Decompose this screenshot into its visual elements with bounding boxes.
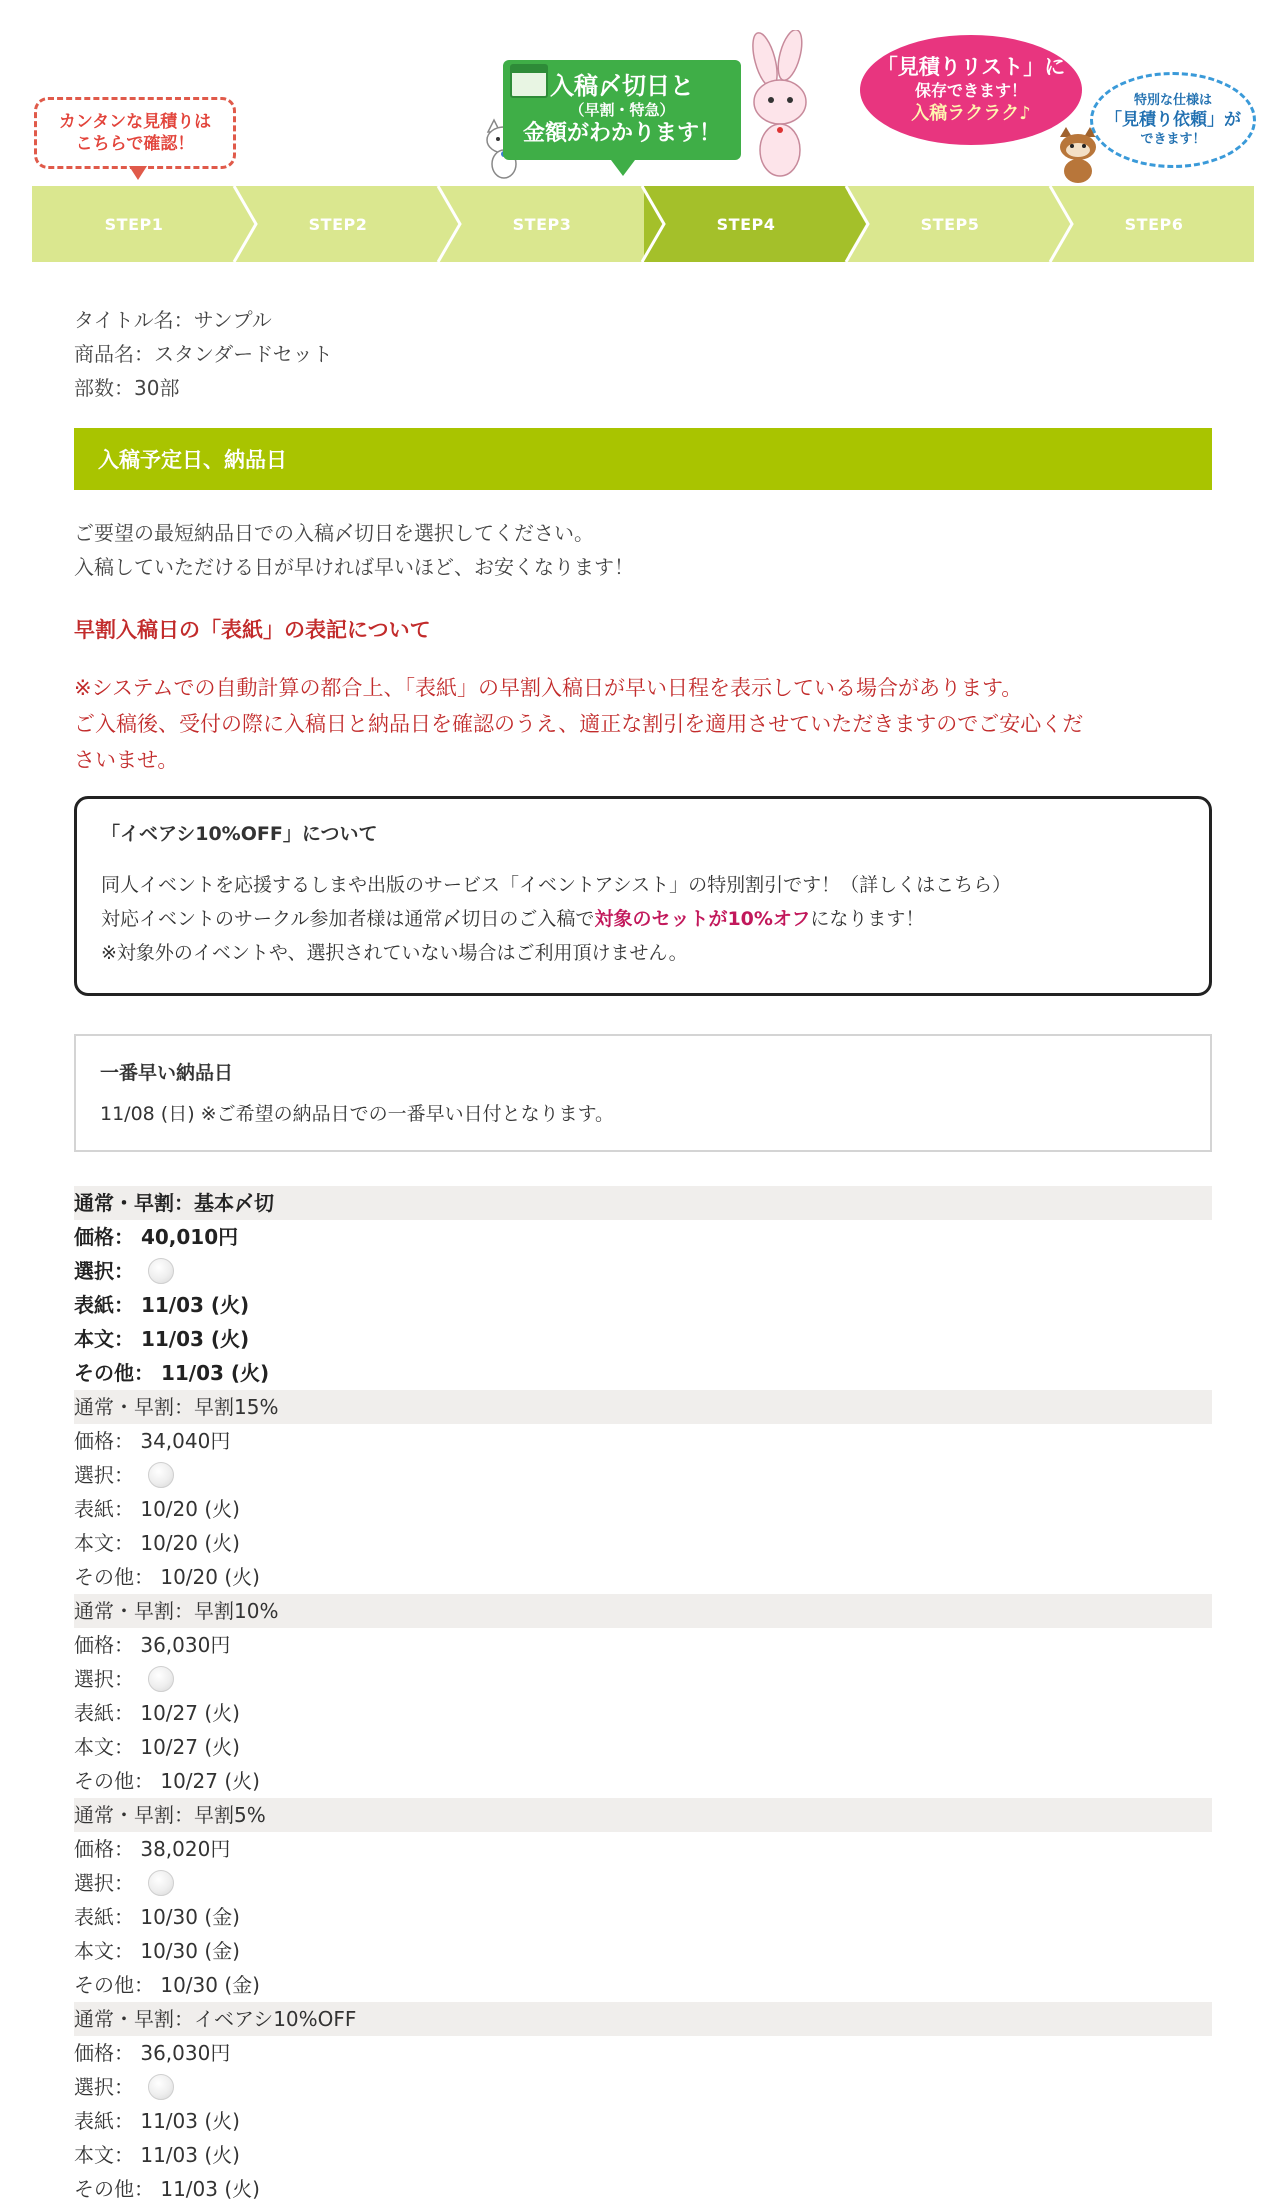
- quote-request-line2: 「見積り依頼」が: [1105, 110, 1241, 130]
- step-chevron-icon: [232, 186, 258, 262]
- step-1-label: STEP1: [104, 214, 164, 234]
- option-body-text: 本文： 10/30 (金): [74, 1939, 240, 1963]
- option-cover-text: 表紙： 10/30 (金): [74, 1905, 240, 1929]
- step-6: [1052, 186, 1256, 262]
- option-cover-text: 表紙： 11/03 (火): [74, 1293, 250, 1317]
- option-body-text: 本文： 10/27 (火): [74, 1735, 240, 1759]
- option-other-text: その他： 10/27 (火): [74, 1769, 260, 1793]
- option-body-text: 本文： 11/03 (火): [74, 1327, 250, 1351]
- option-body-text: 本文： 11/03 (火): [74, 2143, 240, 2167]
- event-assist-line3: ※対象外のイベントや、選択されていない場合はご利用頂けません。: [101, 942, 688, 964]
- event-assist-line2-post: になります！: [810, 908, 925, 930]
- rabbit-mascot-icon: [735, 30, 825, 180]
- option-plan-text: 通常・早割：早割10%: [74, 1599, 279, 1623]
- option-price: [74, 1220, 1212, 1254]
- option-price-text: 価格： 36,030円: [74, 1633, 231, 1657]
- step-5: [848, 186, 1052, 262]
- estimate-list-line2: 保存できます！: [914, 81, 1027, 100]
- option-cover: [74, 1900, 1212, 1934]
- intro-line1: ご要望の最短納品日での入稿〆切日を選択してください。: [74, 521, 594, 545]
- option-price-text: 価格： 40,010円: [74, 1225, 239, 1249]
- estimate-list-line1: 「見積りリスト」に: [876, 55, 1066, 79]
- option-price-text: 価格： 34,040円: [74, 1429, 231, 1453]
- event-assist-line2-pre: 対応イベントのサークル参加者様は通常〆切日のご入稿で: [101, 908, 595, 930]
- option-other-text: その他： 10/30 (金): [74, 1973, 260, 1997]
- option-plan: [74, 1390, 1212, 1424]
- option-select: [74, 2070, 1212, 2104]
- notice-line3: さいませ。: [74, 748, 179, 772]
- option-other: [74, 1764, 1212, 1798]
- estimate-list-line3: 入稿ラクラク♪: [911, 103, 1031, 124]
- option-radio[interactable]: [148, 1258, 174, 1284]
- quick-estimate-line1: カンタンな見積りは: [58, 112, 212, 132]
- event-assist-line2: [101, 902, 1185, 936]
- option-select: [74, 1662, 1212, 1696]
- option-cover-text: 表紙： 10/27 (火): [74, 1701, 240, 1725]
- option-plan: [74, 1798, 1212, 1832]
- step-chevron-icon: [640, 186, 666, 262]
- order-summary: [74, 303, 333, 405]
- step-4-active: [644, 186, 848, 262]
- intro-line2: 入稿していただける日が早ければ早いほど、お安くなります！: [74, 555, 634, 579]
- calendar-icon: [510, 64, 548, 98]
- estimate-list-bubble[interactable]: [860, 35, 1082, 145]
- option-plan-text: 通常・早割：イベアシ10%OFF: [74, 2007, 357, 2031]
- option-select-label: 選択：: [74, 1667, 134, 1691]
- option-other-text: その他： 11/03 (火): [74, 2177, 260, 2201]
- step-3-label: STEP3: [512, 214, 572, 234]
- intro-text: [74, 516, 634, 584]
- option-plan-text: 通常・早割：早割5%: [74, 1803, 266, 1827]
- event-assist-line1[interactable]: 同人イベントを応援するしまや出版のサービス「イベントアシスト」の特別割引です！（詳しくはこちら）: [101, 874, 1012, 896]
- event-assist-box: [74, 796, 1212, 996]
- option-other: [74, 1968, 1212, 2002]
- deadline-info-line3: 金額がわかります！: [522, 121, 721, 146]
- step-chevron-icon: [844, 186, 870, 262]
- notice-line1: ※システムでの自動計算の都合上、「表紙」の早割入稿日が早い日程を表示している場合があります。: [74, 676, 1023, 700]
- section-heading-text: 入稿予定日、納品日: [98, 448, 287, 472]
- step-6-label: STEP6: [1124, 214, 1184, 234]
- option-other: [74, 1560, 1212, 1594]
- option-body: [74, 1934, 1212, 1968]
- option-select: [74, 1458, 1212, 1492]
- option-price: [74, 1832, 1212, 1866]
- quote-request-link[interactable]: [1090, 72, 1256, 168]
- option-cover-text: 表紙： 10/20 (火): [74, 1497, 240, 1521]
- option-body: [74, 2138, 1212, 2172]
- option-event-assist: [74, 2002, 1212, 2206]
- option-plan: [74, 2002, 1212, 2036]
- option-plan-text: 通常・早割：基本〆切: [74, 1191, 274, 1215]
- option-radio[interactable]: [148, 1462, 174, 1488]
- step-chevron-icon: [1048, 186, 1074, 262]
- step-3: [440, 186, 644, 262]
- notice-text: [74, 670, 1204, 778]
- notice-title: 早割入稿日の「表紙」の表記について: [74, 618, 431, 642]
- option-plan: [74, 1594, 1212, 1628]
- option-price-text: 価格： 36,030円: [74, 2041, 231, 2065]
- option-price-text: 価格： 38,020円: [74, 1837, 231, 1861]
- option-other: [74, 1356, 1212, 1390]
- quick-estimate-line2: こちらで確認！: [75, 134, 195, 154]
- title-name: タイトル名：サンプル: [74, 308, 272, 332]
- quote-request-line3: できます！: [1140, 132, 1206, 147]
- header-banner: [0, 0, 1280, 185]
- deadline-info-line1: 入稿〆切日と: [550, 72, 694, 100]
- option-body-text: 本文： 10/20 (火): [74, 1531, 240, 1555]
- option-body: [74, 1730, 1212, 1764]
- option-other-text: その他： 10/20 (火): [74, 1565, 260, 1589]
- product-name: 商品名：スタンダードセット: [74, 342, 333, 366]
- earliest-delivery-text: 11/08 (日) ※ご希望の納品日での一番早い日付となります。: [100, 1103, 615, 1125]
- quote-request-line1: 特別な仕様は: [1133, 93, 1212, 108]
- option-cover-text: 表紙： 11/03 (火): [74, 2109, 240, 2133]
- step-5-label: STEP5: [920, 214, 980, 234]
- step-1: [32, 186, 236, 262]
- option-select-label: 選択：: [74, 1463, 134, 1487]
- option-radio[interactable]: [148, 1666, 174, 1692]
- option-select-label: 選択：: [74, 1259, 134, 1283]
- option-select-label: 選択：: [74, 2075, 134, 2099]
- option-plan: [74, 1186, 1212, 1220]
- option-other: [74, 2172, 1212, 2206]
- deadline-options: [74, 1186, 1212, 2206]
- option-price: [74, 2036, 1212, 2070]
- option-cover: [74, 1288, 1212, 1322]
- option-early-10: [74, 1594, 1212, 1798]
- copies-count: 部数：30部: [74, 376, 180, 400]
- option-radio[interactable]: [148, 2074, 174, 2100]
- deadline-info-line2: （早割・特急）: [569, 101, 675, 119]
- step-4-label: STEP4: [716, 214, 776, 234]
- option-plan-text: 通常・早割：早割15%: [74, 1395, 279, 1419]
- notice-line2: ご入稿後、受付の際に入稿日と納品日を確認のうえ、適正な割引を適用させていただきますのでご安心くだ: [74, 712, 1084, 736]
- option-price: [74, 1424, 1212, 1458]
- step-chevron-icon: [436, 186, 462, 262]
- event-assist-highlight: 対象のセットが10%オフ: [594, 908, 811, 930]
- option-cover: [74, 2104, 1212, 2138]
- option-cover: [74, 1696, 1212, 1730]
- option-radio[interactable]: [148, 1870, 174, 1896]
- section-heading: [74, 428, 1212, 490]
- earliest-delivery-title: 一番早い納品日: [100, 1062, 234, 1084]
- option-body: [74, 1322, 1212, 1356]
- option-other-text: その他： 11/03 (火): [74, 1361, 270, 1385]
- option-early-5: [74, 1798, 1212, 2002]
- quick-estimate-link[interactable]: [34, 97, 236, 169]
- option-select: [74, 1866, 1212, 1900]
- event-assist-title: 「イベアシ10%OFF」について: [101, 823, 378, 845]
- step-progress-bar: [32, 186, 1254, 262]
- option-body: [74, 1526, 1212, 1560]
- option-early-15: [74, 1390, 1212, 1594]
- option-cover: [74, 1492, 1212, 1526]
- option-select: [74, 1254, 1212, 1288]
- step-2: [236, 186, 440, 262]
- earliest-delivery-box: [74, 1034, 1212, 1152]
- step-2-label: STEP2: [308, 214, 368, 234]
- option-basic: [74, 1186, 1212, 1390]
- option-price: [74, 1628, 1212, 1662]
- option-select-label: 選択：: [74, 1871, 134, 1895]
